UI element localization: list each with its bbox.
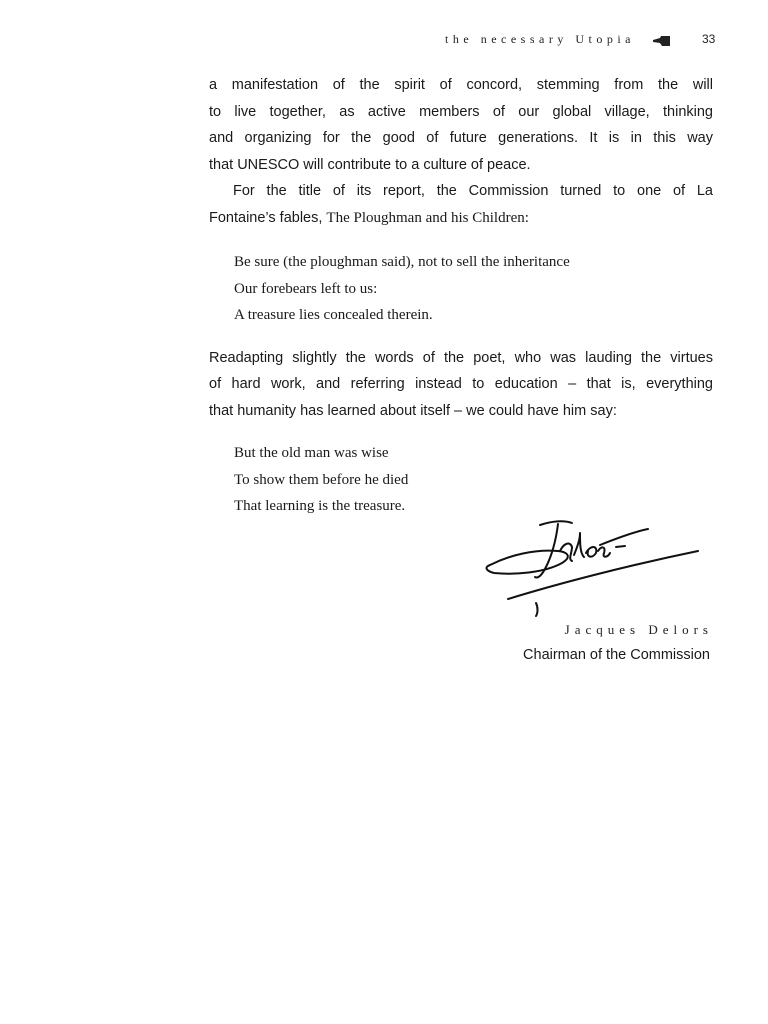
verse-line: But the old man was wise (234, 445, 389, 461)
signer-title: Chairman of the Commission (523, 647, 710, 663)
text-line (209, 205, 713, 232)
page-number: 33 (702, 32, 716, 46)
verse-quote-1 (209, 249, 713, 329)
page-header (0, 32, 768, 52)
verse-line: Be sure (the ploughman said), not to sell the inheritance (234, 254, 570, 270)
verse-line: A treasure lies concealed therein. (234, 307, 433, 323)
running-title: the necessary Utopia (445, 32, 635, 46)
text-line: For the title of its report, the Commission turned to one of La (233, 183, 713, 199)
fable-title: The Ploughman and his Children: (326, 209, 529, 226)
text-line: to live together, as active members of our global village, thinking (209, 103, 713, 120)
verse-line: To show them before he died (234, 471, 409, 488)
pointing-hand-icon (653, 35, 671, 47)
text-line: that UNESCO will contribute to a culture of peace. (209, 156, 531, 173)
text-line: that humanity has learned about itself – we could have him say: (209, 402, 617, 419)
verse-quote-2 (209, 440, 713, 520)
signer-name: Jacques Delors (564, 622, 713, 637)
verse-line: That learning is the treasure. (234, 498, 406, 514)
handwritten-signature (480, 515, 705, 620)
text-span: Fontaine’s fables, (209, 209, 327, 226)
main-text (209, 72, 713, 520)
text-line: of hard work, and referring instead to education – that is, everything (209, 376, 713, 392)
text-line: Readapting slightly the words of the poet, who was lauding the virtues (209, 349, 713, 366)
paragraph-2 (209, 178, 713, 231)
paragraph-3 (209, 345, 713, 425)
text-line: and organizing for the good of future generations. It is in this way (209, 130, 713, 146)
verse-line: Our forebears left to us: (234, 280, 378, 297)
text-line: a manifestation of the spirit of concord, stemming from the will (209, 77, 713, 93)
paragraph-1 (209, 72, 713, 178)
